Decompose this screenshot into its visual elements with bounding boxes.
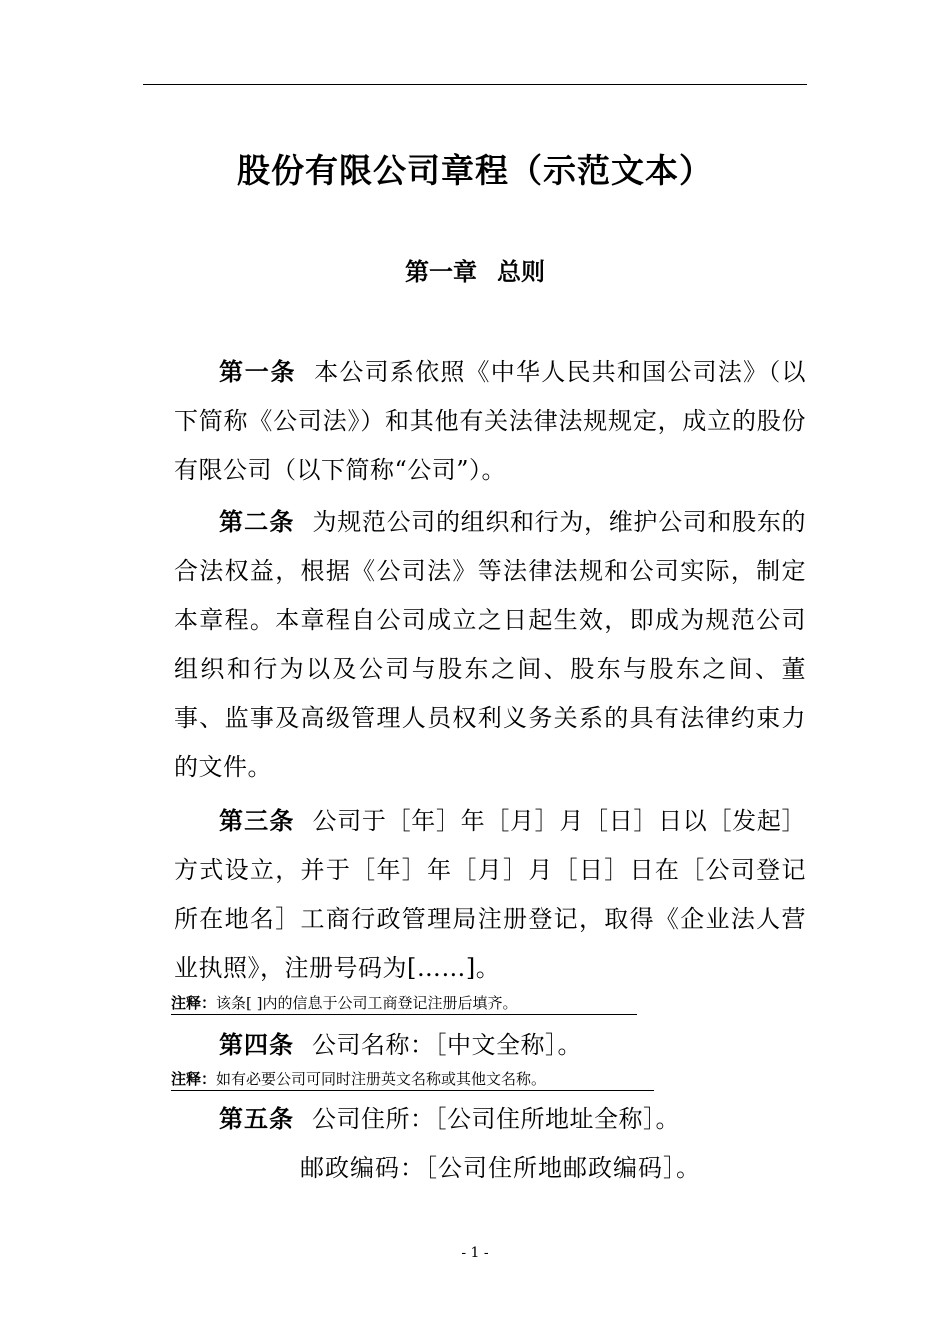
article-text: 本公司系依照《中华人民共和国公司法》（以下简称《公司法》）和其他有关法律法规规定，成立的股份有限公司（以下简称“公司”）。	[174, 358, 807, 484]
postal-code-line: 邮政编码：［公司住所地邮政编码］。	[300, 1154, 701, 1182]
article-text: 公司于［年］年［月］月［日］日以［发起］方式设立，并于［年］年［月］月［日］日在［公司登记所在地名］工商行政管理局注册登记，取得《企业法人营业执照》，注册号码为[……]。	[174, 807, 806, 982]
article-text: 为规范公司的组织和行为，维护公司和股东的合法权益，根据《公司法》等法律法规和公司实际，制定本章程。本章程自公司成立之日起生效，即成为规范公司组织和行为以及公司与股东之间、股东与股东之间、董事、监事及高级管理人员权利义务关系的具有法律约束力的文件。	[174, 508, 806, 781]
note-text: 该条[ ]内的信息于公司工商登记注册后填齐。	[216, 994, 518, 1012]
article-label: 第一条	[219, 358, 297, 386]
note-text: 如有必要公司可同时注册英文名称或其他文名称。	[216, 1070, 547, 1088]
chapter-name: 总则	[497, 258, 545, 286]
document-title: 股份有限公司章程（示范文本）	[237, 151, 713, 190]
article-4	[174, 1021, 806, 1070]
page-number: - 1 -	[461, 1245, 489, 1261]
article-2	[174, 498, 806, 792]
article-3	[174, 797, 806, 993]
article-text: 公司名称：［中文全称］。	[312, 1031, 582, 1059]
note-label: 注释：	[171, 1070, 217, 1088]
note-label: 注释：	[171, 994, 217, 1012]
header-rule	[143, 84, 807, 85]
article-label: 第四条	[219, 1031, 294, 1059]
article-label: 第二条	[219, 508, 295, 536]
article-label: 第五条	[219, 1105, 294, 1133]
article-5	[174, 1095, 806, 1144]
article-1	[174, 348, 806, 495]
chapter-heading	[143, 252, 807, 292]
annotation-note-1	[171, 993, 637, 1015]
annotation-note-2	[171, 1069, 654, 1091]
chapter-number: 第一章	[405, 258, 477, 286]
article-text: 公司住所：［公司住所地址全称］。	[312, 1105, 680, 1133]
article-label: 第三条	[219, 807, 295, 835]
